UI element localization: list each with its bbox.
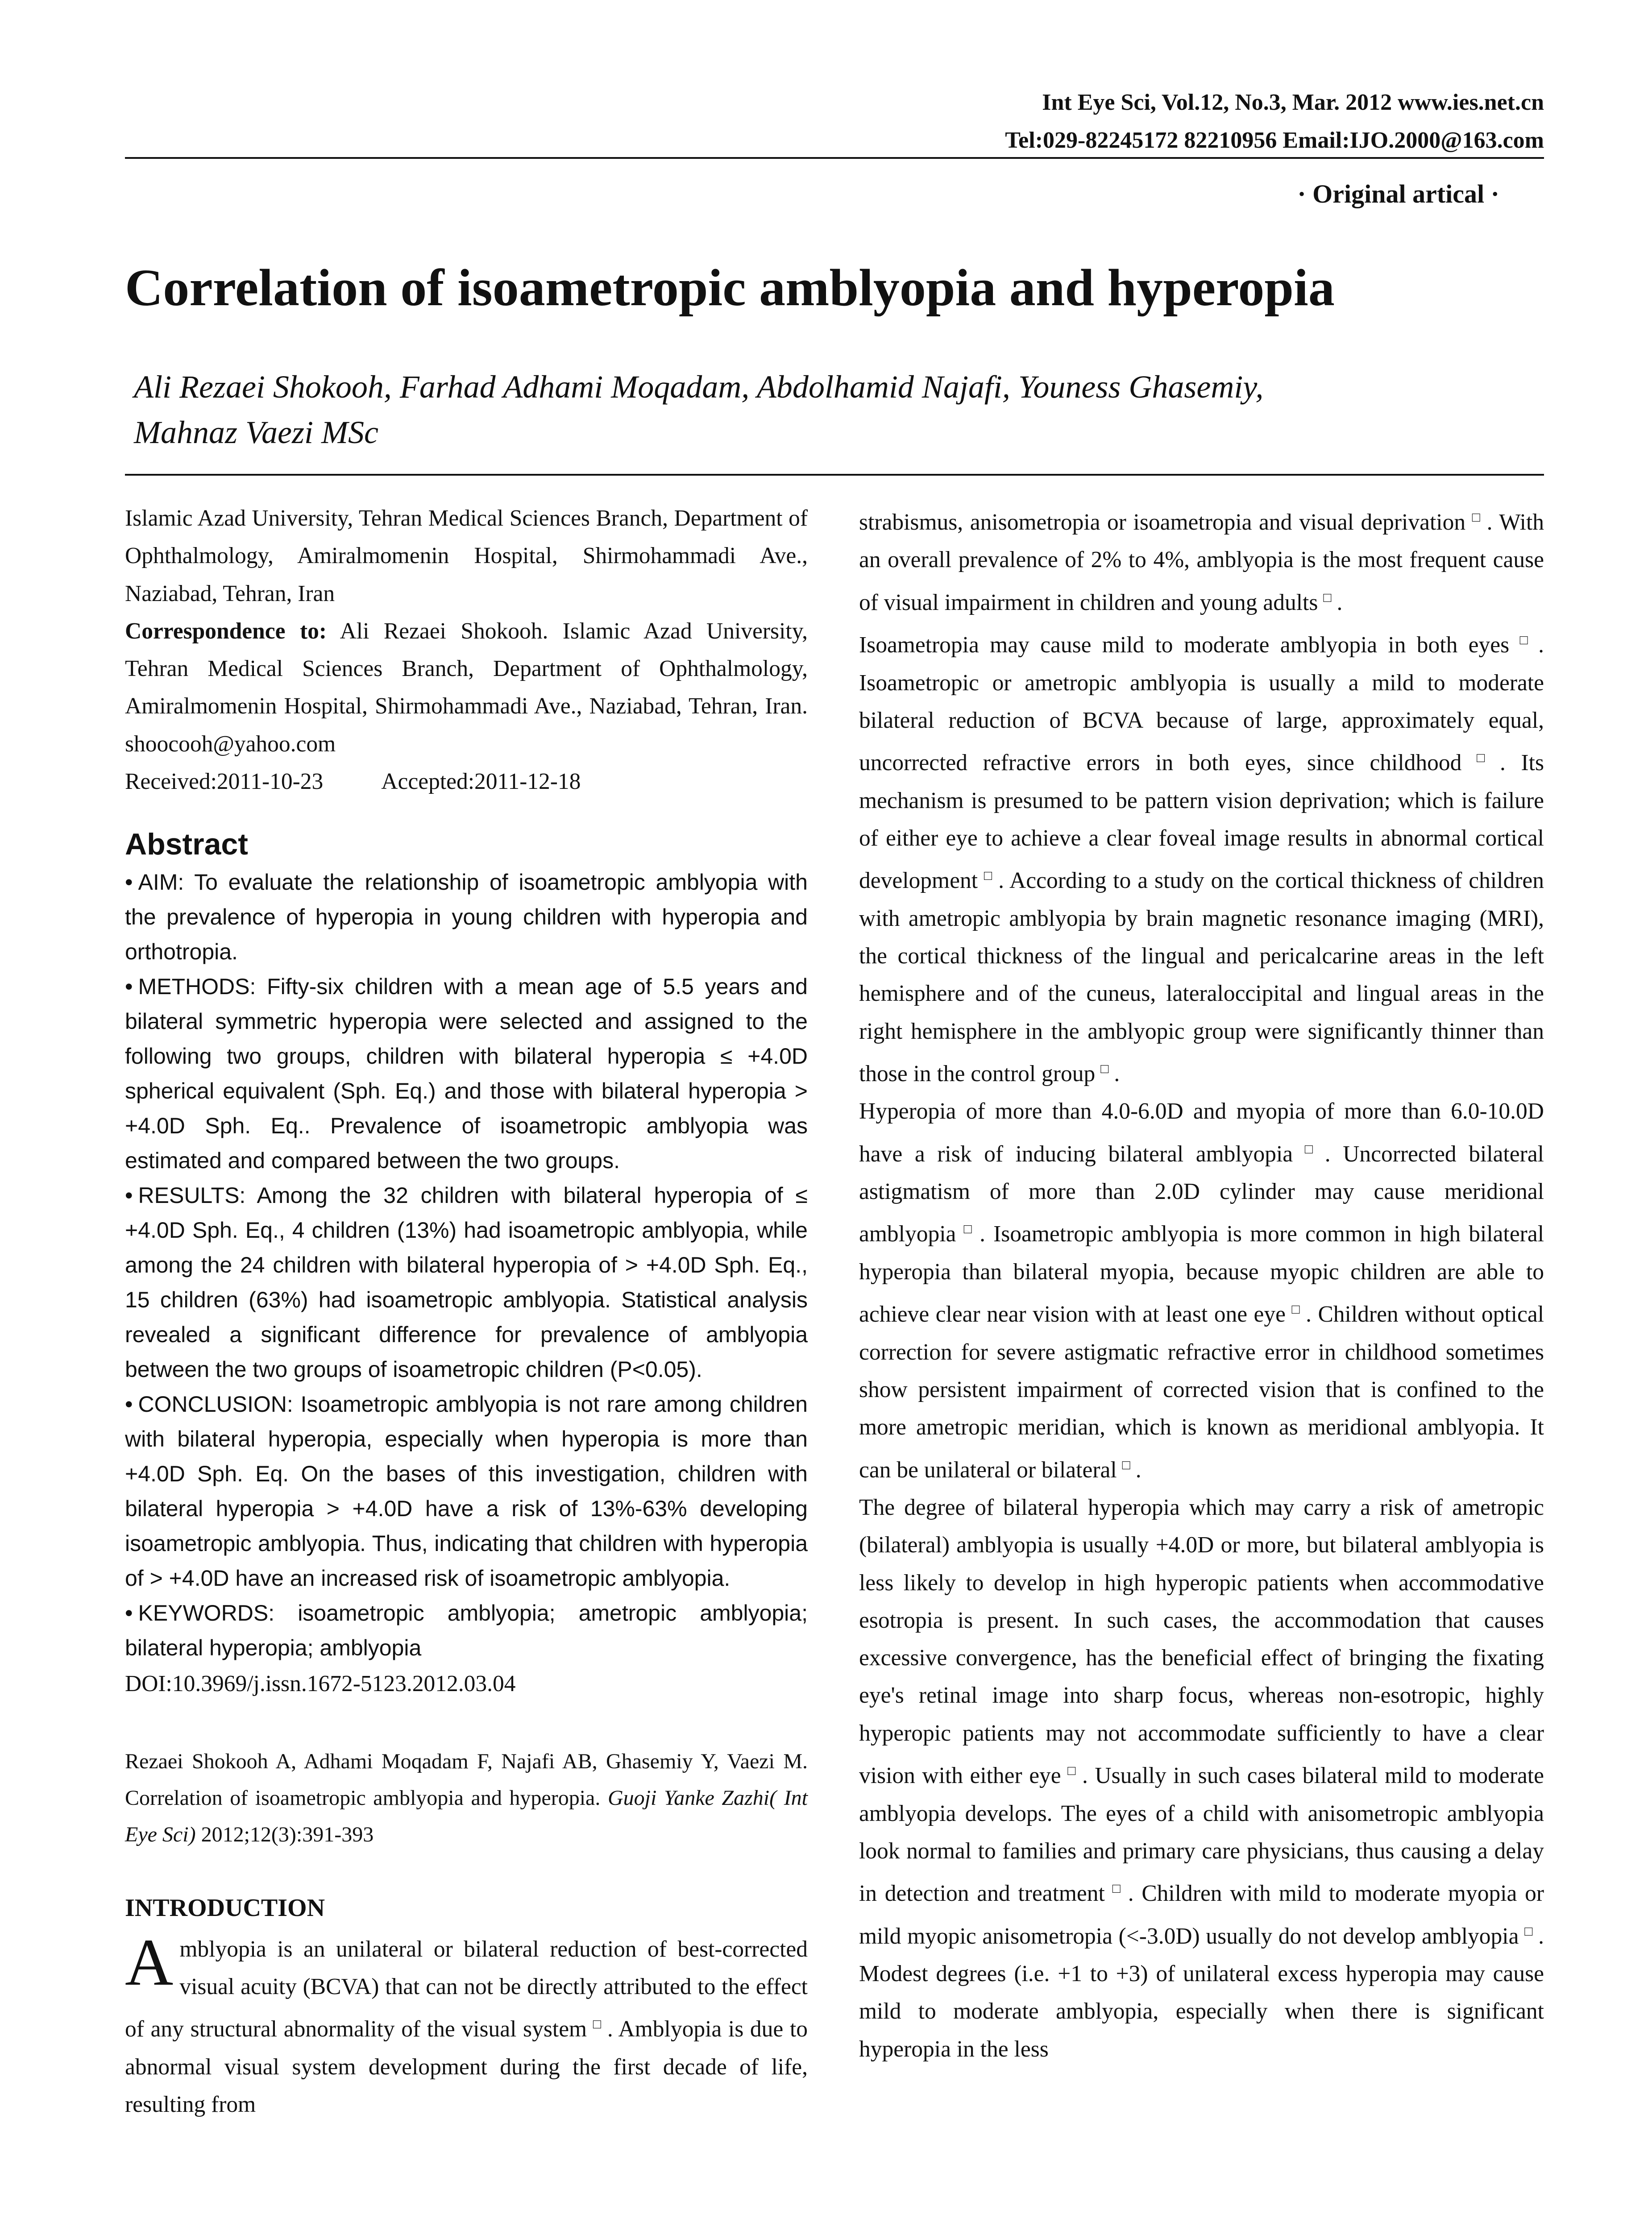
- citation-text: Rezaei Shokooh A, Adhami Moqadam F, Najafi AB, Ghasemiy Y, Vaezi M. Correlation of isoametropic amblyopia and hyperopia.: [125, 1749, 808, 1810]
- affiliation-block: [125, 500, 808, 800]
- doi: DOI:10.3969/j.issn.1672-5123.2012.03.04: [125, 1671, 516, 1697]
- text-run: . Usually in such cases bilateral mild to moderate amblyopia develops. The eyes of a child with anisometropic amblyopia look normal to families and primary care physicians, thus causing a delay in detection and treatment: [859, 1763, 1544, 1907]
- reference-mark: □: [1323, 590, 1332, 605]
- reference-mark: □: [1298, 1141, 1320, 1157]
- text-run: .: [1135, 1457, 1141, 1483]
- left-column: [125, 500, 808, 2123]
- abstract-methods: [125, 969, 808, 1178]
- right-paragraph-1: [859, 499, 1544, 622]
- introduction-title: INTRODUCTION: [125, 1894, 325, 1922]
- reference-mark: □: [1524, 1924, 1533, 1939]
- article-title: Correlation of isoametropic amblyopia and hyperopia: [125, 258, 1335, 317]
- results-text: Among the 32 children with bilateral hyperopia of ≤ +4.0D Sph. Eq., 4 children (13%) had isoametropic amblyopia, while among the 24 children with bilateral hyperopia of > +4.0D Sph. Eq., 15 children (63%) had isoametropic amblyopia. Statistical analysis revealed a significant difference for prevalence of amblyopia between the two groups of isoametropic children (P<0.05).: [125, 1183, 808, 1382]
- journal-header-line2: Tel:029-82245172 82210956 Email:IJO.2000@163.com: [1005, 128, 1544, 153]
- citation-volume: 2012;12(3):391-393: [201, 1822, 374, 1846]
- authors-rule: [125, 474, 1544, 476]
- text-run: The degree of bilateral hyperopia which may carry a risk of ametropic (bilateral) amblyopia is usually +4.0D or more, but bilateral amblyopia is less likely to develop in high hyperopic patients when accommodative esotropia is present. In such cases, the accommodation that causes excessive convergence, has the beneficial effect of bringing the fixating eye's retinal image into sharp focus, whereas non-esotropic, highly hyperopic patients may not accommodate sufficiently to have a clear vision with either eye: [859, 1494, 1544, 1789]
- text-run: .: [1337, 589, 1343, 615]
- introduction-body: [125, 1925, 808, 2124]
- aim-text: To evaluate the relationship of isoametropic amblyopia with the prevalence of hyperopia in young children with hyperopia and orthotropia.: [125, 870, 808, 965]
- text-run: . Uncorrected bilateral astigmatism of more than 2.0D cylinder may cause meridional amblyopia: [859, 1141, 1544, 1247]
- correspondence-label: Correspondence to:: [125, 618, 327, 644]
- reference-mark: □: [1110, 1881, 1123, 1896]
- text-run: . According to a study on the cortical thickness of children with ametropic amblyopia by brain magnetic resonance imaging (MRI), the cortical thickness of the lingual and pericalcarine areas in the left hemisphere and of the cuneus, lateraloccipital and lingual areas in the right hemisphere in the amblyopic group were significantly thinner than those in the control group: [859, 868, 1544, 1087]
- methods-label: METHODS:: [138, 974, 256, 999]
- abstract-keywords: [125, 1596, 808, 1665]
- correspondence-text: Ali Rezaei Shokooh. Islamic Azad University, Tehran Medical Sciences Branch, Department of Ophthalmology, Amiralmomenin Hospital, Shirmohammadi Ave., Naziabad, Tehran, Iran. shoocooh@yahoo.com: [125, 618, 808, 757]
- text-run: Hyperopia of more than 4.0-6.0D and myopia of more than 6.0-10.0D have a risk of inducing bilateral amblyopia: [859, 1099, 1544, 1167]
- abstract-title: Abstract: [125, 827, 248, 862]
- reference-mark: □: [1515, 633, 1533, 648]
- results-label: RESULTS:: [138, 1183, 246, 1208]
- section-tag: · Original artical ·: [1297, 179, 1499, 208]
- text-run: . Children with mild to moderate myopia or mild myopic anisometropia (<-3.0D) usually do not develop amblyopia: [859, 1881, 1544, 1949]
- authors-line1: Ali Rezaei Shokooh, Farhad Adhami Moqadam, Abdolhamid Najafi, Youness Ghasemiy,: [134, 369, 1264, 405]
- right-paragraph-4: [859, 1489, 1544, 2068]
- reference-mark: □: [1122, 1457, 1130, 1472]
- citation-journal: Guoji Yanke Zazhi( Int Eye Sci): [125, 1786, 808, 1846]
- abstract-body: [125, 865, 808, 1665]
- text-run: Isoametropia may cause mild to moderate amblyopia in both eyes: [859, 632, 1510, 658]
- intro-p1-a: mblyopia is an unilateral or bilateral reduction of best-corrected visual acuity (BCVA) that can not be directly attributed to the effect of any structural abnormality of the visual system: [125, 1936, 808, 2042]
- text-run: . Isoametropic amblyopia is more common in high bilateral hyperopia than bilateral myopia, because myopic children are able to achieve clear near vision with at least one eye: [859, 1221, 1544, 1327]
- right-paragraph-2: [859, 622, 1544, 1093]
- dropcap: A: [125, 1925, 174, 1999]
- correspondence: [125, 613, 808, 763]
- reference-mark: □: [1471, 510, 1482, 525]
- header-rule: [125, 157, 1544, 159]
- intro-p1-b: . Amblyopia is due to abnormal visual system development during the first decade of life, resulting from: [125, 2016, 808, 2118]
- reference-mark: □: [1467, 751, 1495, 766]
- accepted-date: Accepted:2011-12-18: [381, 769, 581, 795]
- received-date: Received:2011-10-23: [125, 769, 324, 795]
- keywords-label: KEYWORDS:: [138, 1601, 275, 1626]
- keywords-text: isoametropic amblyopia; ametropic amblyopia; bilateral hyperopia; amblyopia: [125, 1601, 808, 1661]
- text-run: strabismus, anisometropia or isoametropia and visual deprivation: [859, 510, 1466, 535]
- text-run: .: [1114, 1061, 1120, 1087]
- reference-mark: □: [961, 1222, 975, 1237]
- text-run: . Isoametropic or ametropic amblyopia is usually a mild to moderate bilateral reduction of BCVA because of large, approximately equal, uncorrected refractive errors in both eyes, since childhood: [859, 632, 1544, 776]
- abstract-aim: [125, 865, 808, 969]
- journal-header-line1: Int Eye Sci, Vol.12, No.3, Mar. 2012 www.ies.net.cn: [1042, 90, 1544, 115]
- authors-line2: Mahnaz Vaezi MSc: [134, 415, 378, 450]
- text-run: . With an overall prevalence of 2% to 4%, amblyopia is the most frequent cause of visual impairment in children and young adults: [859, 510, 1544, 615]
- methods-text: Fifty-six children with a mean age of 5.5 years and bilateral symmetric hyperopia were selected and assigned to the following two groups, children with bilateral hyperopia ≤ +4.0D spherical equivalent (Sph. Eq.) and those with bilateral hyperopia > +4.0D Sph. Eq.. Prevalence of isoametropic amblyopia was estimated and compared between the two groups.: [125, 974, 808, 1174]
- reference-mark: □: [1291, 1302, 1301, 1317]
- abstract-conclusion: [125, 1387, 808, 1596]
- right-column: [859, 499, 1544, 2068]
- affiliation: Islamic Azad University, Tehran Medical Sciences Branch, Department of Ophthalmology, Amiralmomenin Hospital, Shirmohammadi Ave., Naziabad, Tehran, Iran: [125, 506, 808, 606]
- conclusion-label: CONCLUSION:: [138, 1392, 293, 1417]
- aim-label: AIM:: [138, 870, 184, 895]
- reference-mark: □: [1066, 1763, 1077, 1779]
- reference-mark: □: [1100, 1061, 1109, 1076]
- text-run: . Its mechanism is presumed to be pattern vision deprivation; which is failure of either eye to achieve a clear foveal image results in abnormal cortical development: [859, 750, 1544, 894]
- right-paragraph-3: [859, 1093, 1544, 1489]
- dates: [125, 763, 808, 800]
- reference-mark: □: [983, 868, 993, 883]
- abstract-results: [125, 1178, 808, 1387]
- citation: [125, 1743, 808, 1853]
- text-run: . Children without optical correction for severe astigmatic refractive error in childhood sometimes show persistent impairment of corrected vision that is confined to the more ametropic meridian, which is known as meridional amblyopia. It can be unilateral or bilateral: [859, 1302, 1544, 1483]
- text-run: . Modest degrees (i.e. +1 to +3) of unilateral excess hyperopia may cause mild to moderate amblyopia, especially when there is significant hyperopia in the less: [859, 1923, 1544, 2062]
- reference-mark: □: [592, 2017, 602, 2032]
- conclusion-text: Isoametropic amblyopia is not rare among children with bilateral hyperopia, especially when hyperopia is more than +4.0D Sph. Eq. On the bases of this investigation, children with bilateral hyperopia > +4.0D have a risk of 13%-63% developing isoametropic amblyopia. Thus, indicating that children with hyperopia of > +4.0D have an increased risk of isoametropic amblyopia.: [125, 1392, 808, 1591]
